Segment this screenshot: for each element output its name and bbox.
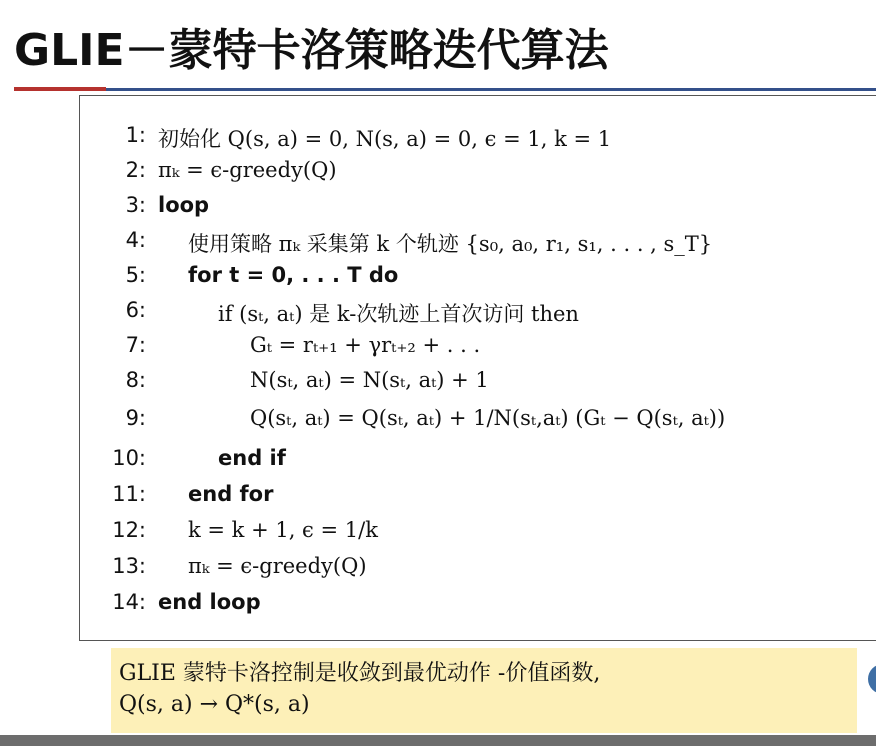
- line-text: πₖ = ϵ-greedy(Q): [188, 554, 367, 578]
- bottom-bar: [0, 735, 876, 746]
- title-underline-red: [14, 87, 106, 91]
- line-text: if (sₜ, aₜ) 是 k-次轨迹上首次访问 then: [218, 302, 579, 326]
- title-underline-blue: [106, 88, 876, 91]
- line-number: 4:: [125, 228, 146, 252]
- line-number: 12:: [112, 518, 146, 542]
- line-text: 使用策略 πₖ 采集第 k 个轨迹 {s₀, a₀, r₁, s₁, . . . , s_T}: [188, 232, 713, 256]
- line-number: 2:: [125, 158, 146, 182]
- line-number: 10:: [112, 446, 146, 470]
- line-number: 8:: [125, 368, 146, 392]
- line-number: 7:: [125, 333, 146, 357]
- line-text: Gₜ = rₜ₊₁ + γrₜ₊₂ + . . .: [250, 333, 481, 357]
- line-number: 1:: [125, 123, 146, 147]
- line-number: 11:: [112, 482, 146, 506]
- slide-title: GLIE－蒙特卡洛策略迭代算法: [14, 25, 609, 76]
- line-number: 5:: [125, 263, 146, 287]
- line-text: πₖ = ϵ-greedy(Q): [158, 158, 337, 182]
- line-text: for t = 0, . . . T do: [188, 263, 399, 287]
- line-number: 14:: [112, 590, 146, 614]
- line-number: 9:: [125, 406, 146, 430]
- note-line-2: Q(s, a) → Q*(s, a): [119, 692, 310, 717]
- line-text: k = k + 1, ϵ = 1/k: [188, 518, 378, 542]
- line-number: 3:: [125, 193, 146, 217]
- line-text: 初始化 Q(s, a) = 0, N(s, a) = 0, ϵ = 1, k = 1: [158, 127, 612, 151]
- line-text: end if: [218, 446, 286, 470]
- line-number: 6:: [125, 298, 146, 322]
- line-text: N(sₜ, aₜ) = N(sₜ, aₜ) + 1: [250, 368, 489, 392]
- note-line-1: GLIE 蒙特卡洛控制是收敛到最优动作 -价值函数,: [119, 661, 601, 686]
- line-text: Q(sₜ, aₜ) = Q(sₜ, aₜ) + 1/N(sₜ,aₜ) (Gₜ − Q(sₜ, aₜ)): [250, 406, 726, 430]
- convergence-note: [111, 648, 857, 733]
- line-number: 13:: [112, 554, 146, 578]
- nav-circle-icon[interactable]: [868, 664, 876, 694]
- line-text: end loop: [158, 590, 261, 614]
- algorithm-box: [79, 95, 876, 641]
- line-text: end for: [188, 482, 274, 506]
- line-text: loop: [158, 193, 210, 217]
